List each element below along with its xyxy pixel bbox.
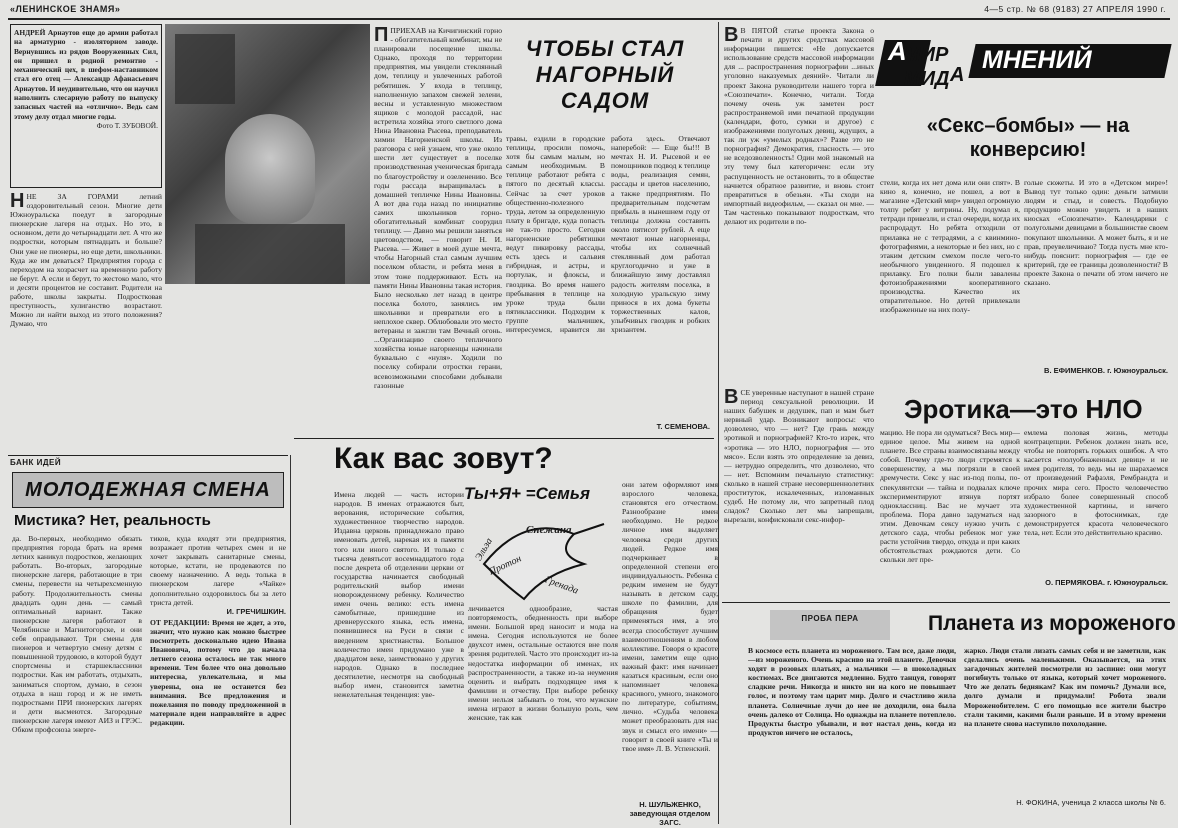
fifth-col2: стели, когда их нет дома или они спят». В кино я, конечно, не пошел, а вот в магазине «Детский мир» увидел огромную толпу ребят у витрины. Ну, подумал я, тетради привезли, и стал очереди, когда их распродадут. Но ребята отходили от прилавка не с тетрадями, а с квинмино-фотографиями, а некоторые и без них, но с этаким детским смехом после чего-то необычного увиденного. Я подошел к прилавку. Его полки были завалены фотоизображениями кооперативного производства. Качество их отвратительное. Но детей привлекали изображенные на них полу- bbox=[880, 178, 1020, 315]
fifth-signature: В. ЕФИМЕНКОВ. г. Южноуральск. bbox=[1044, 366, 1168, 375]
editor-note: ОТ РЕДАКЦИИ: Время не ждет, а это, значит, что нужно как можно быстрее посмотреть досконально идею Ивана Ивановича, потому что до начала летнего сезона осталось не так много времени. Тем более что она довольно интересна, увлекательна, и мы уверены, она не останется без внимания. Все предложения и пожелания по поводу предложенной в материале идеи направляйте в адрес редакции. bbox=[150, 617, 286, 727]
tag-elza: Эльза bbox=[473, 536, 495, 563]
left-column-text: НЕ ЗА ГОРАМИ летний оздоровительный сезон. Многие дети Южноуральска поедут в загородные пионерские лагеря на отдых. Но это, в основном, дети до четырнадцати лет. А что же подростки, которым пятнадцать и больше? Они уже не пионеры, но еще дети, школьники. Куда же им деваться? Предприятия города с переходом на хозрасчет на временную работу не берут. А если и берут, то жестоко мало, что и десяти процентов не составит. Родители на работе, школы закрыты. Подростковая преступность, хулиганство возрастают. Можно ли найти выход из этого положения? Думаю, что bbox=[10, 192, 162, 329]
dropcap-n: Н bbox=[10, 192, 25, 212]
bank-col2-text: тиков, куда входят эти предприятия, возражает против четырех смен и не хочет закрывать санитарные смены, которые, кстати, не продеваются по своему назначению. А ведь толька в пионерском лагере «Чайке» дополнительно оздоровилось бы за лето триста детей. bbox=[150, 534, 286, 607]
planet-label-box bbox=[770, 610, 890, 640]
ero-headline: Эротика—это НЛО bbox=[904, 394, 1143, 424]
bank-signature: И. ГРЕЧИШКИН. bbox=[226, 606, 286, 616]
opinions-headline: «Секс–бомбы» — на конверсию! bbox=[926, 115, 1130, 161]
planet-headline: Планета из мороженого bbox=[928, 612, 1176, 635]
bank-banner-text: МОЛОДЕЖНАЯ СМЕНА bbox=[25, 479, 271, 501]
planet-col2: жарко. Люди стали лизать самых себя и не заметили, как сделались очень маленькими. Оказывается, на этих загадочных жителей посмотрели из заспине: они могут погибнуть только от языка, который хочет мороженого. Что же делать беднякам? Как им помочь? Думали все, долго думали и придумали! Робота звали Мороженобителем. С его помощью все жители быстро стали такими, какими были раньше. И в этому времени на планете снова наступило похолодание. bbox=[964, 646, 1166, 728]
ero-col1: мацию. Не пора ли одуматься? Весь мир—единое целое. Мы живем на одной планете. Все страны взаимосвязаны между собой. Почему где-то люди стремятся к совершенству, а мы погрязли в своей дремучести. Секс у нас из-под полы, по-спекулянтски — тайна и подвалах ключе экспериментируют втянув портят одноклассниц. Вас не мучает эта проблема. Пора давно задуматься над этим. Девочкам сексу нужно учить с детского сада, чтобы ребенок мог уже расти устойчив твердо, откуда и при каких обстоятельствах рождаются дети. Со скольки лет пре- bbox=[880, 428, 1020, 565]
photo-caption bbox=[10, 24, 162, 188]
bank-col2 bbox=[150, 534, 286, 824]
ero-col2: емлема половая жизнь, методы контрацепции. Ребенок должен знать все, чтобы не повторять горьких ошибок. А что касается «полуобнаженных девиц» и не имея родителя, то ведь мы не шарахаемся от произведений Рафаэля, Рембрандта и прочих мира сего. Просто человечество избрало более совершенный способ художественной картины, и ничего зазорного в фотоснимках, где демонстрируется красота человеческого тела, нет. Если это действительно красиво. bbox=[1024, 428, 1168, 538]
ero-signature: О. ПЕРМЯКОВА. г. Южноуральск. bbox=[1045, 578, 1168, 587]
planet-label: ПРОБА ПЕРА bbox=[801, 614, 859, 623]
dropcap-v: В bbox=[724, 26, 739, 46]
dropcap-p: П bbox=[374, 26, 389, 46]
center-vrule bbox=[718, 22, 719, 824]
machine-shape bbox=[175, 34, 235, 104]
logo-word: МНЕНИЙ bbox=[982, 46, 1092, 74]
names-col1: Имена людей — часть истории народов. В именах отражаются быт, верования, исторические события, художественное творчество народов. Издавна церковь принадлежало право именовать детей, нарекая их в памяти того или иного святого. И только с тысяча девятьсот восемнадцатого года после декрета об отделении церкви от государства начинается свободный родительский выбор имени новорожденному ребенку. Количество имен очень велико: есть имена самобытные, пришедшие из древнерусского языка, есть имена, появившиеся на Руси в связи с введением христианства. Большое количество имен придумано уже в двадцатом веке, заимствовано у других народов. Однако в последнее десятилетие, несмотря на свободный выбор имен, становится заметна нежелательная тенденция: уве- bbox=[334, 490, 464, 700]
logo-line2: МИД bbox=[904, 68, 950, 90]
photo-credit: Фото Т. ЗУБОВОЙ. bbox=[96, 120, 158, 130]
fifth-col1b bbox=[724, 388, 874, 600]
issue-info: 4—5 стр. № 68 (9183) 27 АПРЕЛЯ 1990 г. bbox=[984, 4, 1166, 14]
garden-rule bbox=[294, 438, 714, 439]
dropcap-v2: В bbox=[724, 388, 739, 408]
logo-a2: А bbox=[950, 64, 965, 86]
paper-name: «ЛЕНИНСКОЕ ЗНАМЯ» bbox=[10, 4, 121, 14]
bank-headline: Мистика? Нет, реальность bbox=[14, 512, 211, 529]
fifth-col1-text: В ПЯТОЙ статье проекта Закона о печати и других средствах массовой информации пишется: «Не допускается использование средств массовой информации для ... распространения порнографии ...иных уголовно наказуемых деяний». Читали ли проект Закона руководители нашего торга и «Союзпечати». Конечно, читали. Тогда почему очень уж заметен рост распространяемой ими печатной продукции (календари, фото, сумки и другое) с изображениями полуголых девиц, ждущих, а так ли уж «умелых родных»? Разве это не порнография? Демократия, гласность — это не вседозволенность! Один мой знакомый на эту тему был категоричен: если эту распущенность не остановить, то в обществе начнется обратное развитие, и вновь стоит превратиться в обезьян. «Ты сходи на импортный видеофильм, — сказал он мне. — Там частенько показывают подросткам, что делают их родители в по- bbox=[724, 26, 874, 226]
tag-proton: Протон bbox=[487, 553, 524, 578]
fifth-col1b-text: СЕ уверенные наступают в нашей стране период сексуальной революции. И наших бабушек и дедушек, пап и мам бьет нервный удар. Возникают вопросы: что дозволено, что — нет? Где грань между эротикой и порнографией? Кто-то изрек, что «эротика — это НЛО, порнография — это мясо». Если взять это определение за девиз, — нетрудно определить, что дозволено, что — нет. Вспомним печальную статистику: сколько в нашей стране несовершеннолетних проституток, искалеченных, изломанных судеб. Не потому ли, что запретный плод сладок? Сколько лет мы запрещали, вырезали, конфисковали секс-инфор- bbox=[724, 388, 874, 525]
garden-title: ЧТОБЫ СТАЛ НАГОРНЫЙ САДОМ bbox=[525, 36, 685, 113]
fifth-col1 bbox=[724, 26, 874, 386]
garden-col2: травы, ездили в городские теплицы, просили помочь, хотя бы самым малым, но самым необходимым. В теплице работают ребята с пятого по десятый классы. Сейчас за счет уроков общественно-полезного труда, летом за определенную плату в бригаде, куда попасть не так-то просто. Сегодня нагорненские ребятишки ведут пикировку рассады, есть здесь и сальвия гибридная, и астры, и портулак, и флоксы, и гвоздика. Во время нашего пребывания в теплице на уроке труда были пятиклассники. Подходим к группе мальчишек, интересуемся, нравится ли работа здесь. Отвечают наперебой: — Еще бы!!! В мечтах Н. И. Рысевой и ее помощников подвод к теплице воды, реализация семян, рассады и цветов населению, а также предприятиям. По предварительным подсчетам прибыль в нынешнем году от теплицы должна составить около пятисот рублей. А еще мечтают юные нагорненцы, чтобы их солнечный стеклянный дом работал круглогодично и уже в ближайшую зиму доставлял радость жителям поселка, в холодную уральскую зиму принося в их дома букеты торжественных калов, улыбчивых гвоздик и робких хризантем. bbox=[506, 134, 710, 334]
names-signature: Н. ШУЛЬЖЕНКО, заведующая отделом ЗАГС. bbox=[629, 800, 711, 827]
family-formula: Ты+Я+ =Семья bbox=[464, 484, 590, 503]
stork-drawing bbox=[464, 504, 614, 614]
bank-col1: да. Во-первых, необходимо обязать предприятия города брать на время летних каникул подростков, желающих работать. Во-вторых, загородные пионерские лагеря, работающие в три смены, перевести на четырехсменную работу. Продолжительность смены двадцать один день — самый оптимальный вариант. Также пионерские лагеря работают в Челябинске и Магнитогорске, и они себя оправдывают. Три смены для пионеров и четвертую смену детям с повышенной трудовою, в которой будут спортсмены и старшеклассники подростки. Как им работать, отдыхать, заниматься спортом, думаю, в сезон отдыха в наш город и ж не иметь подростками ПРИ пионерских лагерях и дети высмеются. Загородные пионерские лагеря имеют АИЗ и ГРЭС. Обком профсоюза энерге- bbox=[12, 534, 142, 734]
fifth-col3: голые сюжеты. И это в «Детском мире»! Вывод тут только один: деньги затмили людям и стыд, и совесть. Подобную продукцию можно увидеть и в наших киосках «Союзпечати». Календарики с полуголыми девицами в большинстве своем покупают школьники. А может быть, я и не прав, преувеличиваю? Тогда пусть мне кто-нибудь пояснит: порнография — где ее критерий, где ее границы дозволенности? В проекте Закона о печати об этом ничего не сказано. bbox=[1024, 178, 1168, 288]
names-col3: они затем оформляют имя взрослого человека, становятся его отчеством. Разнообразие имен необходимо. Не редкое личное имя выделяет человека среди других людей. Редкое имя подчеркивает в определенной степени его индивидуальность. Ребенка с редким именем не будут называть в детском саду, школе по фамилии, для обращения будет применяться имя, а это всегда способствует лучшим взаимоотношениям в любом коллективе. Говоря о красоте имени, заметим еще одно важный факт: имя начинает казаться красивым, если оно напоминает человека красивого, умного, знакомого по литературе, событиям, лично. «Судьба человека может преобразовать для нас звук и смысл его имени» — говорит в своей книге «Ты и твое имя» Л. В. Успенский. bbox=[622, 480, 718, 753]
photo-caption-text: АНДРЕЙ Арнаутов еще до армии работал на арматурно - изоляторном заводе. Вернувшись из рядов Вооруженных Сил, он пришел в родной ремонтно - механический цех, в шефом-наставником стал его отец — Александр Афанасьевич Арнаутов. И неудивительно, что он научил наполнить слесарную работу по выпуску запасных частей на «отлично». Ведь сам этому делу отдал многие годы. bbox=[14, 28, 158, 121]
planet-col1: В космосе есть планета из мороженого. Там все, даже люди,—из мороженого. Очень красиво на этой планете. Девочки ходят в розовых платьях, а мальчики — в шоколадных костюмах. Все двигаются медленно. Будто танцуя, говорят сладкие речи. Никогда и никто ни на кого не повышает голос, и поэтому там царит мир. Долго и счастливо жила планета. Солнечные лучи до нее не доходили, она была очень далеко от Солнца. Но однажды на планете потеплело. Продукты быстро убывали, и вот настал день, когда из продуктов ничего не осталось, bbox=[748, 646, 956, 737]
bank-label: БАНК ИДЕЙ bbox=[10, 458, 62, 467]
left-column-article bbox=[10, 192, 162, 452]
worker-body bbox=[195, 224, 345, 284]
logo-a: А bbox=[888, 36, 907, 66]
names-col2: личивается однообразие, частая повторяемость, обедненность при выборе имени. Большой вред наносит и мода на имена. Сегодня используются не более двухсот имен, остальные остаются вне поля зрения родителей. Часто это происходит из-за недостатка информации об именах, их распространенности, а также из-за неумения оценить и выбрать подходящее имя к фамилии и отчеству. При выборе ребенку имени нельзя забывать о том, что мужские имена играют в жизни большую роль, чем женские, так как bbox=[468, 604, 618, 723]
bank-vrule bbox=[290, 455, 291, 825]
worker-face bbox=[225, 114, 315, 224]
tag-snezhana: Снежана bbox=[526, 524, 572, 536]
names-title: Как вас зовут? bbox=[334, 442, 553, 475]
garden-col1-text: ПРИЕХАВ на Кичигинский горно - обогатительный комбинат, мы не планировали посещение школы. Однако, проходя по территории предприятия, мы увидели стеклянный дом, теплицу и увлеченных работой ребятишек. У входа в теплицу, наполненную запахом свежей зелени, весны и уставленную множеством ящиков с молодой рассадой, нас встретила хозяйка этого светлого дома Нина Ивановна Рысева, преподаватель химии Нагорненской школы. Из разговора с ней узнаем, что уже около шести лет существует в поселке производственная ученическая бригада по благоустройству и озеленению. Все годы рассада выращивалась в домашней тепличке Нины Ивановны. А вот два года назад по инициативе самих школьников горно-обогатительный комбинат соорудил теплицу. — Давно мы решили заняться цветоводством, — говорит Н. И. Рысева. — Живет в моей душе мечта, чтобы Нагорный стал самым лучшим поселком области, и ребята меня в этом тоже поддерживают. Есть на памяти Нины Ивановны такая история. Было несколько лет назад в центре поселка болото, занялись им школьники и превратили его в неплохое сквер. Облюбовали это место ветераны и зажгли там Вечный огонь. ...Организацию своего тепличного хозяйства юные нагорненцы начинали буквально с «нуля». Ходили по поселку собирали отростки герани, всевозможными способами добывали газонные bbox=[374, 26, 502, 390]
bank-rule bbox=[8, 455, 288, 456]
planet-signature: Н. ФОКИНА, ученица 2 класса школы № 6. bbox=[1016, 798, 1166, 807]
header-rule bbox=[8, 18, 1170, 20]
tag-grenada: Гренада bbox=[543, 574, 580, 597]
planet-rule bbox=[722, 602, 1170, 603]
bank-banner bbox=[12, 472, 284, 508]
logo-line1: МИР bbox=[904, 44, 949, 66]
garden-signature: Т. СЕМЕНОВА. bbox=[656, 422, 710, 431]
worker-photo bbox=[165, 24, 370, 284]
opinions-logo bbox=[880, 28, 1170, 98]
garden-col1 bbox=[374, 26, 502, 438]
